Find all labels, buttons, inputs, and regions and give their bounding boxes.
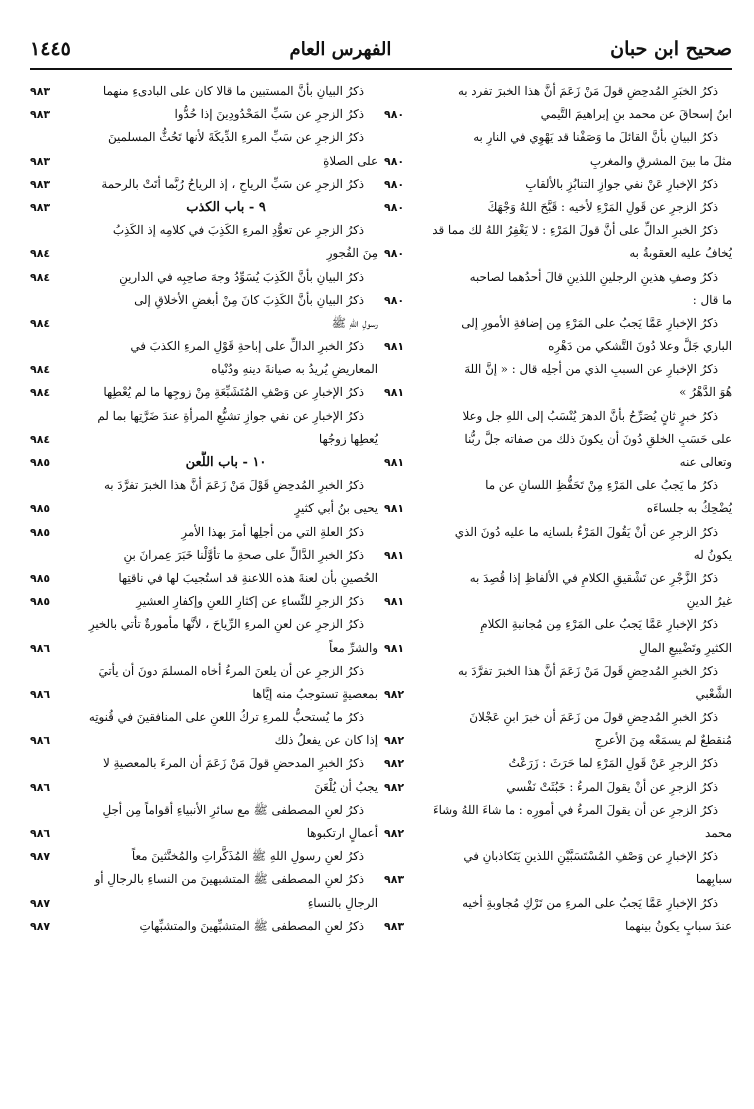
index-entry-line: [30, 729, 378, 752]
index-entry-line: [30, 289, 378, 312]
entry-page-number: ٩٨٣: [30, 154, 51, 168]
index-entry-line: [384, 497, 732, 520]
index-entry-line: [30, 637, 378, 660]
index-entry-line: [30, 474, 378, 497]
index-entry-line: [384, 405, 732, 428]
entry-text: الحُصينِ بأن لعنةَ هذه اللاعنةِ قد استُجيبَ لها في ناقتِها: [118, 570, 378, 585]
index-entry-line: [30, 126, 378, 149]
entry-page-number: ٩٨٦: [30, 827, 51, 840]
entry-page-number: ٩٨١: [384, 502, 405, 516]
index-entry-line: [384, 845, 732, 868]
entry-text: ذكرُ الإخبارِ عن نفي جوازِ تشبُّعِ المرأةِ عندَ ضَرَّتِها بما لم: [97, 408, 364, 423]
entry-page-number: ٩٨١: [384, 340, 405, 354]
entry-text: ٩ - باب الكذب: [186, 199, 266, 215]
entry-text: يحيى بنُ أبي كثيرٍ: [294, 501, 378, 516]
entry-page-number: ٩٨٢: [384, 687, 405, 701]
entry-text: عندَ سبابٍ يكونُ بينهما: [625, 918, 732, 933]
entry-text: ذكرُ البيانِ بأنَّ القائلَ ما وَصَفْنا قد يَهْوِي في النارِ به: [473, 130, 718, 145]
index-entry-line: [30, 776, 378, 799]
entry-page-number: ٩٨٠: [384, 154, 405, 168]
entry-text: ذكرُ الخبرِ المُدحِضِ قَوْلَ مَنْ زَعَمَ أنَّ هذا الخبرَ تفرَّدَ به: [103, 478, 364, 493]
entry-text: هُوَ الدَّهْرُ »: [679, 385, 732, 400]
index-entry-line: [384, 567, 732, 590]
index-entry-line: [384, 312, 732, 335]
index-entry-line: [384, 706, 732, 729]
entry-page-number: ٩٨٤: [30, 270, 51, 284]
index-entry-line: [30, 521, 378, 544]
index-entry-line: [384, 126, 732, 149]
index-entry-line: [384, 219, 732, 242]
index-title: الفهرس العام: [289, 38, 392, 60]
entry-page-number: ٩٨٥: [30, 525, 51, 539]
entry-page-number: ٩٨٢: [384, 780, 405, 794]
index-entry-line: [30, 335, 378, 358]
index-entry-line: [384, 683, 732, 706]
entry-text: ذكرُ الإخبارِ عن وَصْفِ المُتَشَبِّعَةِ مِنْ زوجِها ما لم يُعْطِها: [103, 385, 364, 400]
entry-page-number: ٩٨٣: [30, 108, 51, 122]
entry-text: يُضْحِكُ به جلساءَه: [646, 501, 732, 516]
entry-text: مثلَ ما بينَ المشرقِ والمغربِ: [589, 153, 732, 168]
entry-text: ذكرُ خبرٍ ثانٍ يُصَرِّحُ بأنَّ الدهرَ يُنْسَبُ إلى اللهِ جل وعلا: [462, 408, 718, 423]
entry-text: ذكرُ الخبرِ الدالِّ على أنَّ قولَ المَرْءِ : لا يَغْفِرُ اللهُ لك مما قد: [432, 223, 718, 238]
entry-page-number: ٩٨٧: [30, 896, 51, 910]
entry-text: ذكرُ البيانِ بأنَّ الكَذِبَ كانَ مِنْ أبغضِ الأخلاقِ إلى: [134, 292, 364, 307]
entry-text: مُنقطعٌ لم يسمَعْه مِنَ الأعرجِ: [594, 733, 732, 748]
entry-text: ذكرُ الزجرِ عن أنْ يَقُولَ المَرْءُ بلسانِه ما عليه دُونَ الذي: [454, 524, 718, 539]
entry-text: ذكرُ الزجرِ عَنْ قَولِ المَرْءِ لما حَرَثَ : زَرَعْتُ: [508, 756, 718, 771]
entry-page-number: ٩٨٥: [30, 502, 51, 516]
entry-text: ذكرُ الزجرِ عن قَولِ المَرْءِ لأخيه : قَبَّحَ اللهُ وَجْهَكَ: [487, 199, 718, 214]
index-entry-line: [30, 544, 378, 567]
section-heading: [30, 196, 378, 219]
entry-text: محمد: [705, 826, 732, 840]
entry-page-number: ٩٨١: [384, 386, 405, 400]
book-title: صحيح ابن حبان: [610, 38, 732, 60]
entry-page-number: ٩٨٤: [30, 363, 51, 377]
index-entry-line: [30, 683, 378, 706]
entry-text: ذكرُ البيانِ بأنَّ المستبين ما قالا كان على البادىءِ منهما: [102, 84, 364, 98]
index-entry-line: [30, 150, 378, 173]
entry-page-number: ٩٨١: [384, 548, 405, 562]
entry-page-number: ٩٨٣: [384, 873, 405, 887]
index-entry-line: [30, 312, 378, 335]
entry-page-number: ٩٨٤: [30, 247, 51, 261]
index-entry-line: [30, 80, 378, 103]
entry-page-number: ٩٨٠: [384, 177, 405, 191]
entry-text: ذكرُ لعنِ المصطفى ﷺ مع سائرِ الأنبياءِ أقواماً مِن أجلِ: [102, 802, 364, 817]
entry-text: ذكرُ الخبرِ الدَّالِّ على صحةِ ما تأوَّلْنا خَبَرَ عِمرانَ بنِ: [123, 547, 364, 562]
index-entry-line: [384, 544, 732, 567]
entry-text: الباري جَلَّ وعلا دُونَ التَّشكي من دَهْرِه: [548, 339, 732, 354]
index-entry-line: [384, 637, 732, 660]
entry-page-number: ٩٨٤: [30, 386, 51, 400]
entry-text: والشرِّ معاً: [329, 640, 378, 655]
entry-page-number: ٩٨٦: [30, 780, 51, 794]
entry-page-number: ٩٨٣: [30, 200, 51, 214]
entry-text: ذكرُ البيانِ بأنَّ الكَذِبَ يُسَوِّدُ وجهَ صاحِبِه في الدارينِ: [119, 269, 364, 284]
entry-text: ذكرُ الخبَرِ المُدحِضِ قولَ مَنْ زَعَمَ أنَّ هذا الخبرَ تفرد به: [457, 84, 718, 98]
entry-text: ذكرُ ما يُستحبُّ للمرءِ تركُ اللعنِ على المنافقينَ في قُنوتِه: [88, 710, 364, 725]
entry-text: ذكرُ الزجرِ عن لعنِ المرءِ الرِّياحَ ، لأنَّها مأمورةٌ تأتي بالخيرِ: [88, 617, 364, 632]
entry-page-number: ٩٨٢: [384, 827, 405, 840]
entry-text: رسولِ اللهِ ﷺ: [331, 315, 378, 330]
page-number: ١٤٤٥: [30, 38, 71, 60]
index-column-left: [30, 80, 378, 1100]
index-entry-line: [384, 266, 732, 289]
entry-text: ذكرُ الإخبارِ عن السببِ الذي من أجلِه قال : « إنَّ اللهَ: [464, 362, 718, 377]
entry-text: بمعصيةٍ تستوجبُ منه إيَّاها: [252, 686, 378, 701]
entry-text: المعاريضِ يُريدُ به صيانةَ دينهِ ودُنْياه: [211, 362, 378, 377]
index-entry-line: [384, 428, 732, 451]
entry-text: على الصلاةِ: [323, 153, 378, 168]
index-entry-line: [30, 915, 378, 938]
entry-page-number: ٩٨٧: [30, 850, 51, 864]
entry-text: ذكرُ الإخبارِ عن وَصْفِ المُسْتَسَبَّيْنِ اللذينِ يَتَكاذبانِ في: [463, 849, 718, 864]
index-entry-line: [30, 219, 378, 242]
entry-page-number: ٩٨٢: [384, 734, 405, 748]
index-entry-line: [30, 242, 378, 265]
entry-text: إذا كان عن يفعلُ ذلك: [274, 733, 378, 748]
entry-page-number: ٩٨٠: [384, 247, 405, 261]
index-entry-line: [30, 173, 378, 196]
entry-text: يُخافُ عليه العقوبةُ به: [629, 246, 732, 261]
index-entry-line: [30, 706, 378, 729]
entry-page-number: ٩٨٠: [384, 108, 405, 122]
index-entry-line: [384, 80, 732, 103]
index-entry-line: [30, 428, 378, 451]
index-entry-line: [30, 381, 378, 404]
index-entry-line: [384, 196, 732, 219]
index-entry-line: [384, 358, 732, 381]
entry-text: ذكرُ لعنِ المصطفى ﷺ المتشبهينَ من النساءِ بالرجالِ أو: [94, 872, 364, 887]
index-entry-line: [30, 822, 378, 845]
index-entry-line: [30, 266, 378, 289]
entry-page-number: ٩٨١: [384, 641, 405, 655]
entry-text: وتعالى عنه: [679, 455, 732, 469]
index-entry-line: [384, 590, 732, 613]
entry-text: ذكرُ الزجرِ عن سَبِّ الرياحِ ، إذ الرياحُ رُبَّما أتَتْ بالرحمة: [101, 176, 364, 191]
entry-page-number: ٩٨٧: [30, 919, 51, 933]
index-entry-line: [384, 173, 732, 196]
index-entry-line: [384, 752, 732, 775]
entry-text: ذكرُ الخبرِ المُدحِضِ قَولَ مَنْ زَعَمَ أنَّ هذا الخبرَ تفرَّدَ به: [457, 663, 718, 678]
index-entry-line: [384, 613, 732, 636]
entry-page-number: ٩٨٤: [30, 432, 51, 446]
entry-text: الرجالِ بالنساءِ: [307, 895, 378, 910]
entry-text: ذكرُ ما يَجبُ على المَرْءِ مِنْ تَحَفُّظِ اللسانِ عن ما: [485, 478, 718, 493]
entry-page-number: ٩٨٦: [30, 641, 51, 655]
entry-text: سبابِهما: [695, 872, 732, 887]
entry-page-number: ٩٨٥: [30, 595, 51, 609]
index-entry-line: [30, 613, 378, 636]
index-entry-line: [384, 729, 732, 752]
entry-text: يكونُ له: [693, 547, 732, 562]
entry-text: ذكرُ الإخبارِ عَمَّا يَجبُ على المَرْءِ مِن إضافةِ الأمورِ إلى: [461, 315, 718, 330]
index-entry-line: [384, 242, 732, 265]
index-entry-line: [384, 892, 732, 915]
index-entry-line: [384, 868, 732, 891]
entry-text: يجبُ أن يُلْعَنَ: [314, 779, 378, 794]
entry-page-number: ٩٨٣: [384, 919, 405, 933]
page-header: [30, 33, 732, 65]
entry-text: ذكرُ العلةِ التي من أجلِها أمرَ بهذا الأمرِ: [181, 524, 364, 539]
entry-page-number: ٩٨٠: [384, 200, 405, 214]
entry-text: ذكرُ الزجرِ عن أن يلعنَ المرءُ أخاه المسلمَ دونَ أن يأتيَ: [98, 663, 364, 678]
entry-text: ذكرُ الخبرِ المدحضِ قولَ مَنْ زَعَمَ أن المرءَ بالمعصيةِ لا: [102, 756, 364, 771]
index-entry-line: [30, 799, 378, 822]
entry-text: ذكرُ الزجرِ عن سَبِّ المرءِ الدِّيكَةَ لأنها تَحُثُّ المسلمينَ: [108, 130, 364, 145]
index-column-right: [384, 80, 732, 1100]
entry-text: مِنَ الفُجورِ: [326, 246, 378, 261]
index-entry-line: [384, 822, 732, 845]
entry-text: ذكرُ الزجرِ عن أنْ يقولَ المرءُ : خَبُثَتْ نَفْسي: [506, 779, 718, 794]
entry-page-number: ٩٨٢: [384, 757, 405, 771]
entry-text: ذكرُ الخبرِ الدالِّ على إباحةِ قَوْلِ المرءِ الكذبَ في: [130, 339, 364, 354]
entry-page-number: ٩٨٦: [30, 687, 51, 701]
index-entry-line: [384, 103, 732, 126]
entry-page-number: ٩٨٥: [30, 571, 51, 585]
index-entry-line: [384, 915, 732, 938]
index-entry-line: [30, 868, 378, 891]
index-entry-line: [30, 405, 378, 428]
index-entry-line: [384, 150, 732, 173]
entry-page-number: ٩٨١: [384, 456, 405, 469]
entry-text: ذكرُ الخبرِ المُدحِضِ قولَ من زَعَمَ أن خبرَ ابنِ عَجْلانَ: [469, 710, 718, 725]
index-entry-line: [384, 521, 732, 544]
entry-text: ذكرُ الزجرِ عن أن يقولَ المرءُ في أمورِه : ما شاءَ اللهُ وشاءَ: [433, 802, 718, 817]
index-entry-line: [30, 590, 378, 613]
entry-text: ذكرُ الإخبارِ عَمَّا يَجبُ على المرءِ من تَرْكِ مُجاوبةِ أخيه: [462, 895, 718, 910]
entry-text: ذكرُ الزَّجْرِ عن تَشْقيقِ الكلامِ في الألفاظِ إذا قُصِدَ به: [469, 570, 718, 585]
index-entry-line: [384, 335, 732, 358]
entry-text: ما قال :: [692, 292, 732, 307]
index-entry-line: [30, 892, 378, 915]
index-entry-line: [30, 358, 378, 381]
index-entry-line: [384, 776, 732, 799]
entry-text: ذكرُ وصفِ هذينِ الرجلينِ اللذينِ قالَ أحدُهما لصاحبه: [469, 269, 718, 284]
entry-page-number: ٩٨٣: [30, 85, 51, 98]
entry-text: غيرُ الدينِ: [686, 594, 732, 609]
entry-text: يُعطِها زوجُها: [318, 431, 378, 446]
index-entry-line: [384, 381, 732, 404]
entry-text: ذكرُ الإخبارِ عَنْ نفي جوازِ التنابُزِ بالألقابِ: [525, 176, 718, 191]
entry-text: ذكرُ لعنِ رسولِ اللهِ ﷺ المُذَكَّراتِ والمُخنَّثينَ معاً: [131, 849, 364, 864]
index-entry-line: [384, 474, 732, 497]
entry-page-number: ٩٨٥: [30, 456, 51, 469]
entry-text: ذكرُ الزجرِ عن تعوُّدِ المرءِ الكَذِبَ في كلامِه إذ الكَذِبُ: [112, 223, 364, 238]
entry-text: ١٠ - باب اللَّعن: [185, 455, 267, 470]
entry-text: الشَّعْبي: [695, 686, 732, 701]
index-entry-line: [384, 799, 732, 822]
entry-text: الكثيرِ وتَضْييعِ المالِ: [639, 640, 732, 655]
entry-text: ذكرُ لعنِ المصطفى ﷺ المتشبِّهينَ والمتشبِّهاتِ: [139, 918, 364, 933]
entry-page-number: ٩٨٤: [30, 316, 51, 330]
entry-page-number: ٩٨٣: [30, 177, 51, 191]
index-entry-line: [30, 660, 378, 683]
entry-page-number: ٩٨٠: [384, 293, 405, 307]
section-heading: [30, 451, 378, 474]
entry-text: أعمالٍ ارتكبوها: [306, 826, 378, 840]
index-entry-line: [384, 289, 732, 312]
entry-text: على حَسَبِ الخلقِ دُونَ أن يكونَ ذلك من صفاته جلَّ ربُّنا: [464, 431, 732, 446]
header-rule: [30, 68, 732, 70]
index-entry-line: [30, 103, 378, 126]
index-entry-line: [30, 497, 378, 520]
index-entry-line: [30, 752, 378, 775]
entry-text: ذكرُ الزجرِ عن سَبِّ المَحْدُودِينَ إذا حُدُّوا: [174, 107, 364, 122]
entry-text: ذكرُ الإخبارِ عَمَّا يَجبُ على المَرْءِ مِن مُجانبةِ الكلامِ: [480, 617, 718, 632]
entry-text: ذكرُ الزجرِ للنِّساءِ عن إكثارِ اللعنِ وإكفارِ العشيرِ: [136, 594, 364, 609]
index-entry-line: [30, 567, 378, 590]
index-entry-line: [384, 451, 732, 474]
entry-text: ابنُ إسحاقَ عن محمد بنِ إبراهيمَ التَّيمي: [540, 107, 732, 122]
index-entry-line: [30, 845, 378, 868]
entry-page-number: ٩٨١: [384, 595, 405, 609]
index-entry-line: [384, 660, 732, 683]
entry-page-number: ٩٨٦: [30, 734, 51, 748]
